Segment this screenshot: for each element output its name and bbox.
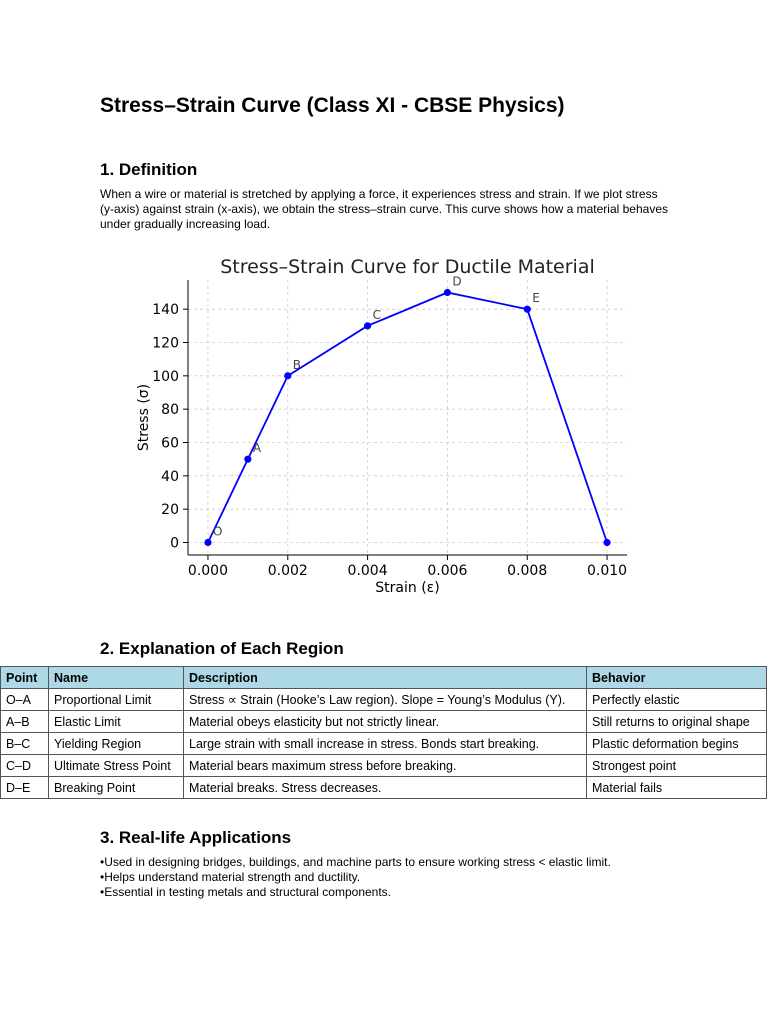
chart-svg	[130, 248, 650, 608]
applications-list	[100, 855, 611, 900]
x-tick-label: 0.000	[187, 563, 229, 579]
definition-heading: 1. Definition	[100, 160, 198, 179]
cell-behavior: Still returns to original shape	[587, 711, 767, 733]
data-point	[444, 289, 451, 296]
table-row	[1, 733, 767, 755]
y-tick-label: 80	[161, 402, 179, 419]
cell-name: Proportional Limit	[49, 689, 184, 711]
x-tick-label: 0.010	[586, 563, 628, 579]
y-tick-label: 40	[161, 468, 179, 485]
point-label: O	[212, 524, 223, 539]
x-tick-label: 0.002	[267, 563, 308, 579]
cell-name: Yielding Region	[49, 733, 184, 755]
data-point	[364, 322, 371, 329]
y-tick-label: 120	[152, 335, 179, 352]
table-header-row	[1, 667, 767, 689]
data-point	[603, 539, 610, 546]
cell-point: C–D	[1, 755, 49, 777]
point-label: B	[292, 357, 302, 372]
cell-description: Stress ∝ Strain (Hooke’s Law region). Slope = Young’s Modulus (Y).	[184, 689, 587, 711]
cell-behavior: Material fails	[587, 777, 767, 799]
header-point: Point	[1, 667, 49, 689]
stress-strain-chart	[130, 248, 650, 608]
x-tick-label: 0.008	[507, 563, 548, 579]
series-line	[208, 293, 607, 543]
x-axis-label: Strain (ε)	[375, 580, 440, 596]
cell-description: Material bears maximum stress before breaking.	[184, 755, 587, 777]
y-tick-label: 60	[161, 435, 179, 452]
table-row	[1, 711, 767, 733]
y-tick-label: 100	[152, 368, 179, 385]
cell-description: Large strain with small increase in stress. Bonds start breaking.	[184, 733, 587, 755]
data-point	[524, 306, 531, 313]
data-point	[204, 539, 211, 546]
cell-name: Ultimate Stress Point	[49, 755, 184, 777]
header-behavior: Behavior	[587, 667, 767, 689]
header-description: Description	[184, 667, 587, 689]
list-item: • Used in designing bridges, buildings, and machine parts to ensure working stress < elastic limit.	[100, 855, 611, 870]
header-name: Name	[49, 667, 184, 689]
y-tick-label: 20	[161, 502, 179, 519]
data-point	[284, 372, 291, 379]
cell-description: Material obeys elasticity but not strictly linear.	[184, 711, 587, 733]
cell-point: D–E	[1, 777, 49, 799]
point-label: C	[372, 307, 381, 322]
list-item: • Essential in testing metals and structural components.	[100, 885, 611, 900]
applications-heading: 3. Real-life Applications	[100, 828, 292, 847]
table-row	[1, 689, 767, 711]
chart-title: Stress–Strain Curve for Ductile Material	[220, 256, 595, 278]
cell-behavior: Strongest point	[587, 755, 767, 777]
cell-behavior: Perfectly elastic	[587, 689, 767, 711]
cell-point: B–C	[1, 733, 49, 755]
y-tick-label: 0	[170, 535, 179, 552]
page-title: Stress–Strain Curve (Class XI - CBSE Physics)	[100, 94, 565, 117]
y-axis-label: Stress (σ)	[136, 383, 152, 452]
point-label: A	[252, 441, 262, 456]
x-tick-label: 0.004	[347, 563, 388, 579]
y-tick-label: 140	[152, 302, 179, 319]
cell-point: A–B	[1, 711, 49, 733]
x-tick-label: 0.006	[427, 563, 468, 579]
point-label: D	[452, 274, 462, 289]
cell-name: Elastic Limit	[49, 711, 184, 733]
definition-text: When a wire or material is stretched by applying a force, it experiences stress and strain. If we plot stress (y-axis) against strain (x-axis), we obtain the stress–strain curve. This curve shows how a material behaves under gradually increasing load.	[100, 187, 669, 231]
table-row	[1, 755, 767, 777]
regions-table	[0, 666, 767, 799]
cell-name: Breaking Point	[49, 777, 184, 799]
cell-point: O–A	[1, 689, 49, 711]
explanation-heading: 2. Explanation of Each Region	[100, 639, 344, 658]
table-row	[1, 777, 767, 799]
list-item: • Helps understand material strength and ductility.	[100, 870, 611, 885]
data-point	[244, 456, 251, 463]
point-label: E	[532, 291, 540, 306]
cell-description: Material breaks. Stress decreases.	[184, 777, 587, 799]
cell-behavior: Plastic deformation begins	[587, 733, 767, 755]
